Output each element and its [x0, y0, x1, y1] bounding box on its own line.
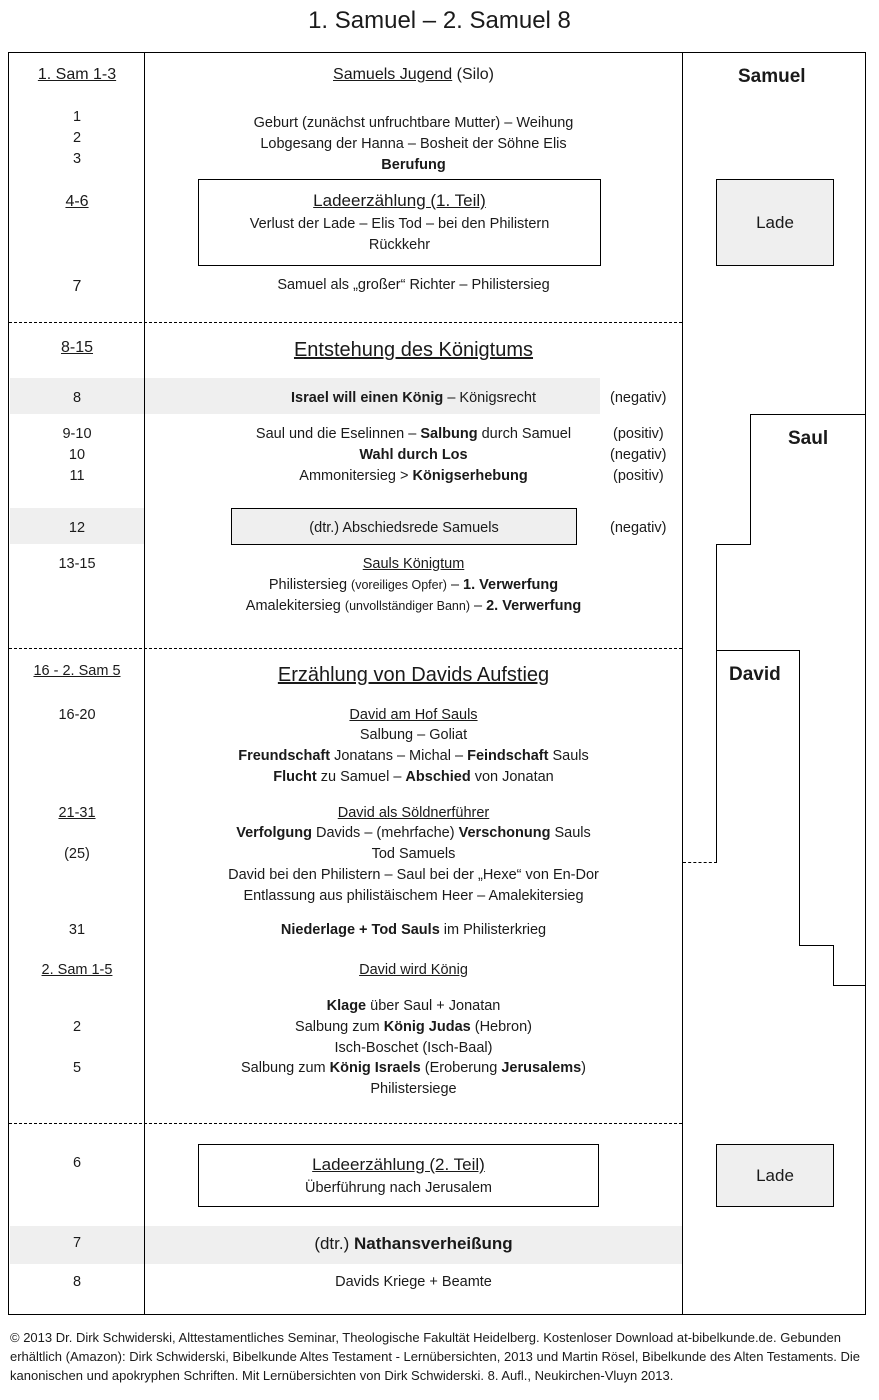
content-line: Ammonitersieg > Königserhebung [299, 468, 528, 484]
david-column-label: David [729, 664, 781, 685]
ref-16-2sam5: 16 - 2. Sam 5 [33, 663, 121, 679]
chapter-num: 3 [72, 151, 82, 167]
lade-narrative-title-1: Ladeerzählung (1. Teil) [313, 191, 486, 210]
content-line: Entlassung aus philistäischem Heer – Amalekitersieg [243, 888, 584, 904]
content-line: Freundschaft Jonatans – Michal – Feindschaft Sauls [238, 748, 589, 764]
lade-box-1: Lade [716, 179, 834, 266]
content-line: David bei den Philistern – Saul bei der „Hexe“ von En-Dor [228, 867, 599, 883]
content-line: Amalekitersieg (unvollständiger Bann) – 2. Verwerfung [245, 598, 582, 614]
chapter-num: 5 [72, 1060, 82, 1076]
saul-step-left [750, 414, 751, 545]
lade-narrative-title-2: Ladeerzählung (2. Teil) [312, 1155, 485, 1174]
content-line: Davids Kriege + Beamte [335, 1274, 492, 1290]
ref-1sam-1-3: 1. Sam 1-3 [37, 66, 117, 83]
chapter-num: 13-15 [58, 556, 96, 572]
ref-8-15: 8-15 [60, 339, 94, 356]
chapter-num: 10 [68, 447, 86, 463]
content-line: Geburt (zunächst unfruchtbare Mutter) – Weihung [253, 115, 574, 131]
frame-bottom [8, 1314, 866, 1315]
section2-heading: Entstehung des Königtums [293, 339, 534, 361]
david-step-2 [833, 945, 834, 985]
content-line: Salbung zum König Israels (Eroberung Jerusalems) [241, 1060, 586, 1076]
saul-step-outer [716, 544, 717, 862]
content-line: Wahl durch Los [359, 447, 468, 463]
chapter-num: (25) [64, 846, 90, 862]
subheading: David als Söldnerführer [337, 805, 490, 821]
chapter-num: 8 [72, 390, 82, 406]
content-line: Lobgesang der Hanna – Bosheit der Söhne Elis [260, 136, 567, 152]
ref-4-6: 4-6 [65, 193, 89, 210]
chapter-num: 2 [72, 1019, 82, 1035]
content-line: Niederlage + Tod Sauls im Philisterkrieg [280, 922, 547, 938]
subheading: Sauls Königtum [362, 556, 465, 572]
content-line: Verfolgung Davids – (mehrfache) Verschonung Sauls [236, 825, 591, 841]
content-line: Israel will einen König – Königsrecht [291, 390, 536, 406]
content-line: Flucht zu Samuel – Abschied von Jonatan [273, 769, 554, 785]
content-line: Samuel als „großer“ Richter – Philistersieg [277, 277, 550, 293]
content-line: Salbung – Goliat [359, 727, 468, 743]
frame-top [8, 52, 866, 53]
saul-column-label: Saul [788, 428, 829, 449]
section1-heading: Samuels Jugend (Silo) [333, 66, 494, 83]
section3-heading: Erzählung von Davids Aufstieg [277, 664, 550, 686]
content-line: Isch-Boschet (Isch-Baal) [334, 1040, 493, 1056]
evaluation-tag: (positiv) [613, 426, 664, 442]
evaluation-tag: (positiv) [613, 468, 664, 484]
david-box-right [799, 650, 800, 945]
subheading: David wird König [359, 962, 468, 978]
chapter-num: 11 [69, 468, 85, 484]
saul-step-mid [716, 544, 751, 545]
content-line: Überführung nach Jerusalem [305, 1180, 492, 1196]
copyright-footer: © 2013 Dr. Dirk Schwiderski, Alttestamentliches Seminar, Theologische Fakultät Heidelberg. Kostenloser Download at-bibelkunde.de. Gebunden erhältlich (Amazon): Dirk Schwiderski, Bibelkunde Altes Testament - Lernübersichten, 2013 und Martin Rösel, Bibelkunde des Alten Testaments. Die kanonischen und apokryphen Schriften. Mit Lernübersichten von Dirk Schwiderski. 8. Aufl., Neukirchen-Vluyn 2013. [10, 1330, 861, 1383]
content-line: Philistersieg (voreiliges Opfer) – 1. Verwerfung [268, 577, 559, 593]
david-step-1 [799, 945, 834, 946]
saul-step-top [750, 414, 866, 415]
chapter-num: 7 [72, 1235, 82, 1251]
evaluation-tag: (negativ) [610, 520, 667, 536]
section-divider-1 [9, 322, 682, 323]
chapter-num: 2 [72, 130, 82, 146]
chapter-num: 6 [72, 1155, 82, 1171]
evaluation-tag: (negativ) [610, 390, 667, 406]
section-divider-2 [9, 648, 682, 649]
lade-box-2: Lade [716, 1144, 834, 1207]
samuel-column-label: Samuel [738, 66, 806, 87]
nathan-promise: (dtr.) Nathansverheißung [314, 1234, 513, 1253]
chapter-num: 1 [72, 109, 82, 125]
content-line: Klage über Saul + Jonatan [326, 998, 501, 1014]
content-column-divider [682, 52, 683, 1315]
frame-right [865, 52, 866, 1315]
content-line: Rückkehr [368, 237, 431, 253]
content-line: Berufung [381, 157, 446, 173]
content-line: Saul und die Eselinnen – Salbung durch Samuel [255, 426, 572, 442]
subheading: David am Hof Sauls [349, 707, 478, 723]
section-divider-3 [9, 1123, 682, 1124]
page-title: 1. Samuel – 2. Samuel 8 [308, 7, 571, 34]
content-line: Salbung zum König Judas (Hebron) [295, 1019, 532, 1035]
saul-step-end [683, 862, 717, 863]
chapter-num: 8 [72, 1274, 82, 1290]
chapter-num: 9-10 [62, 426, 92, 442]
chapter-num: 31 [68, 922, 86, 938]
david-step-3 [833, 985, 866, 986]
content-line: Philistersiege [370, 1081, 457, 1097]
chapter-num: 16-20 [58, 707, 96, 723]
ref-21-31: 21-31 [58, 805, 96, 821]
content-line: Tod Samuels [371, 846, 456, 862]
chapter-num: 7 [72, 278, 82, 295]
content-line: (dtr.) Abschiedsrede Samuels [309, 520, 499, 536]
chapter-num: 12 [68, 520, 86, 536]
ref-2sam-1-5: 2. Sam 1-5 [41, 962, 113, 978]
evaluation-tag: (negativ) [610, 447, 667, 463]
david-box-top [716, 650, 799, 651]
content-line: Verlust der Lade – Elis Tod – bei den Philistern [249, 216, 550, 232]
frame-left [8, 52, 9, 1315]
